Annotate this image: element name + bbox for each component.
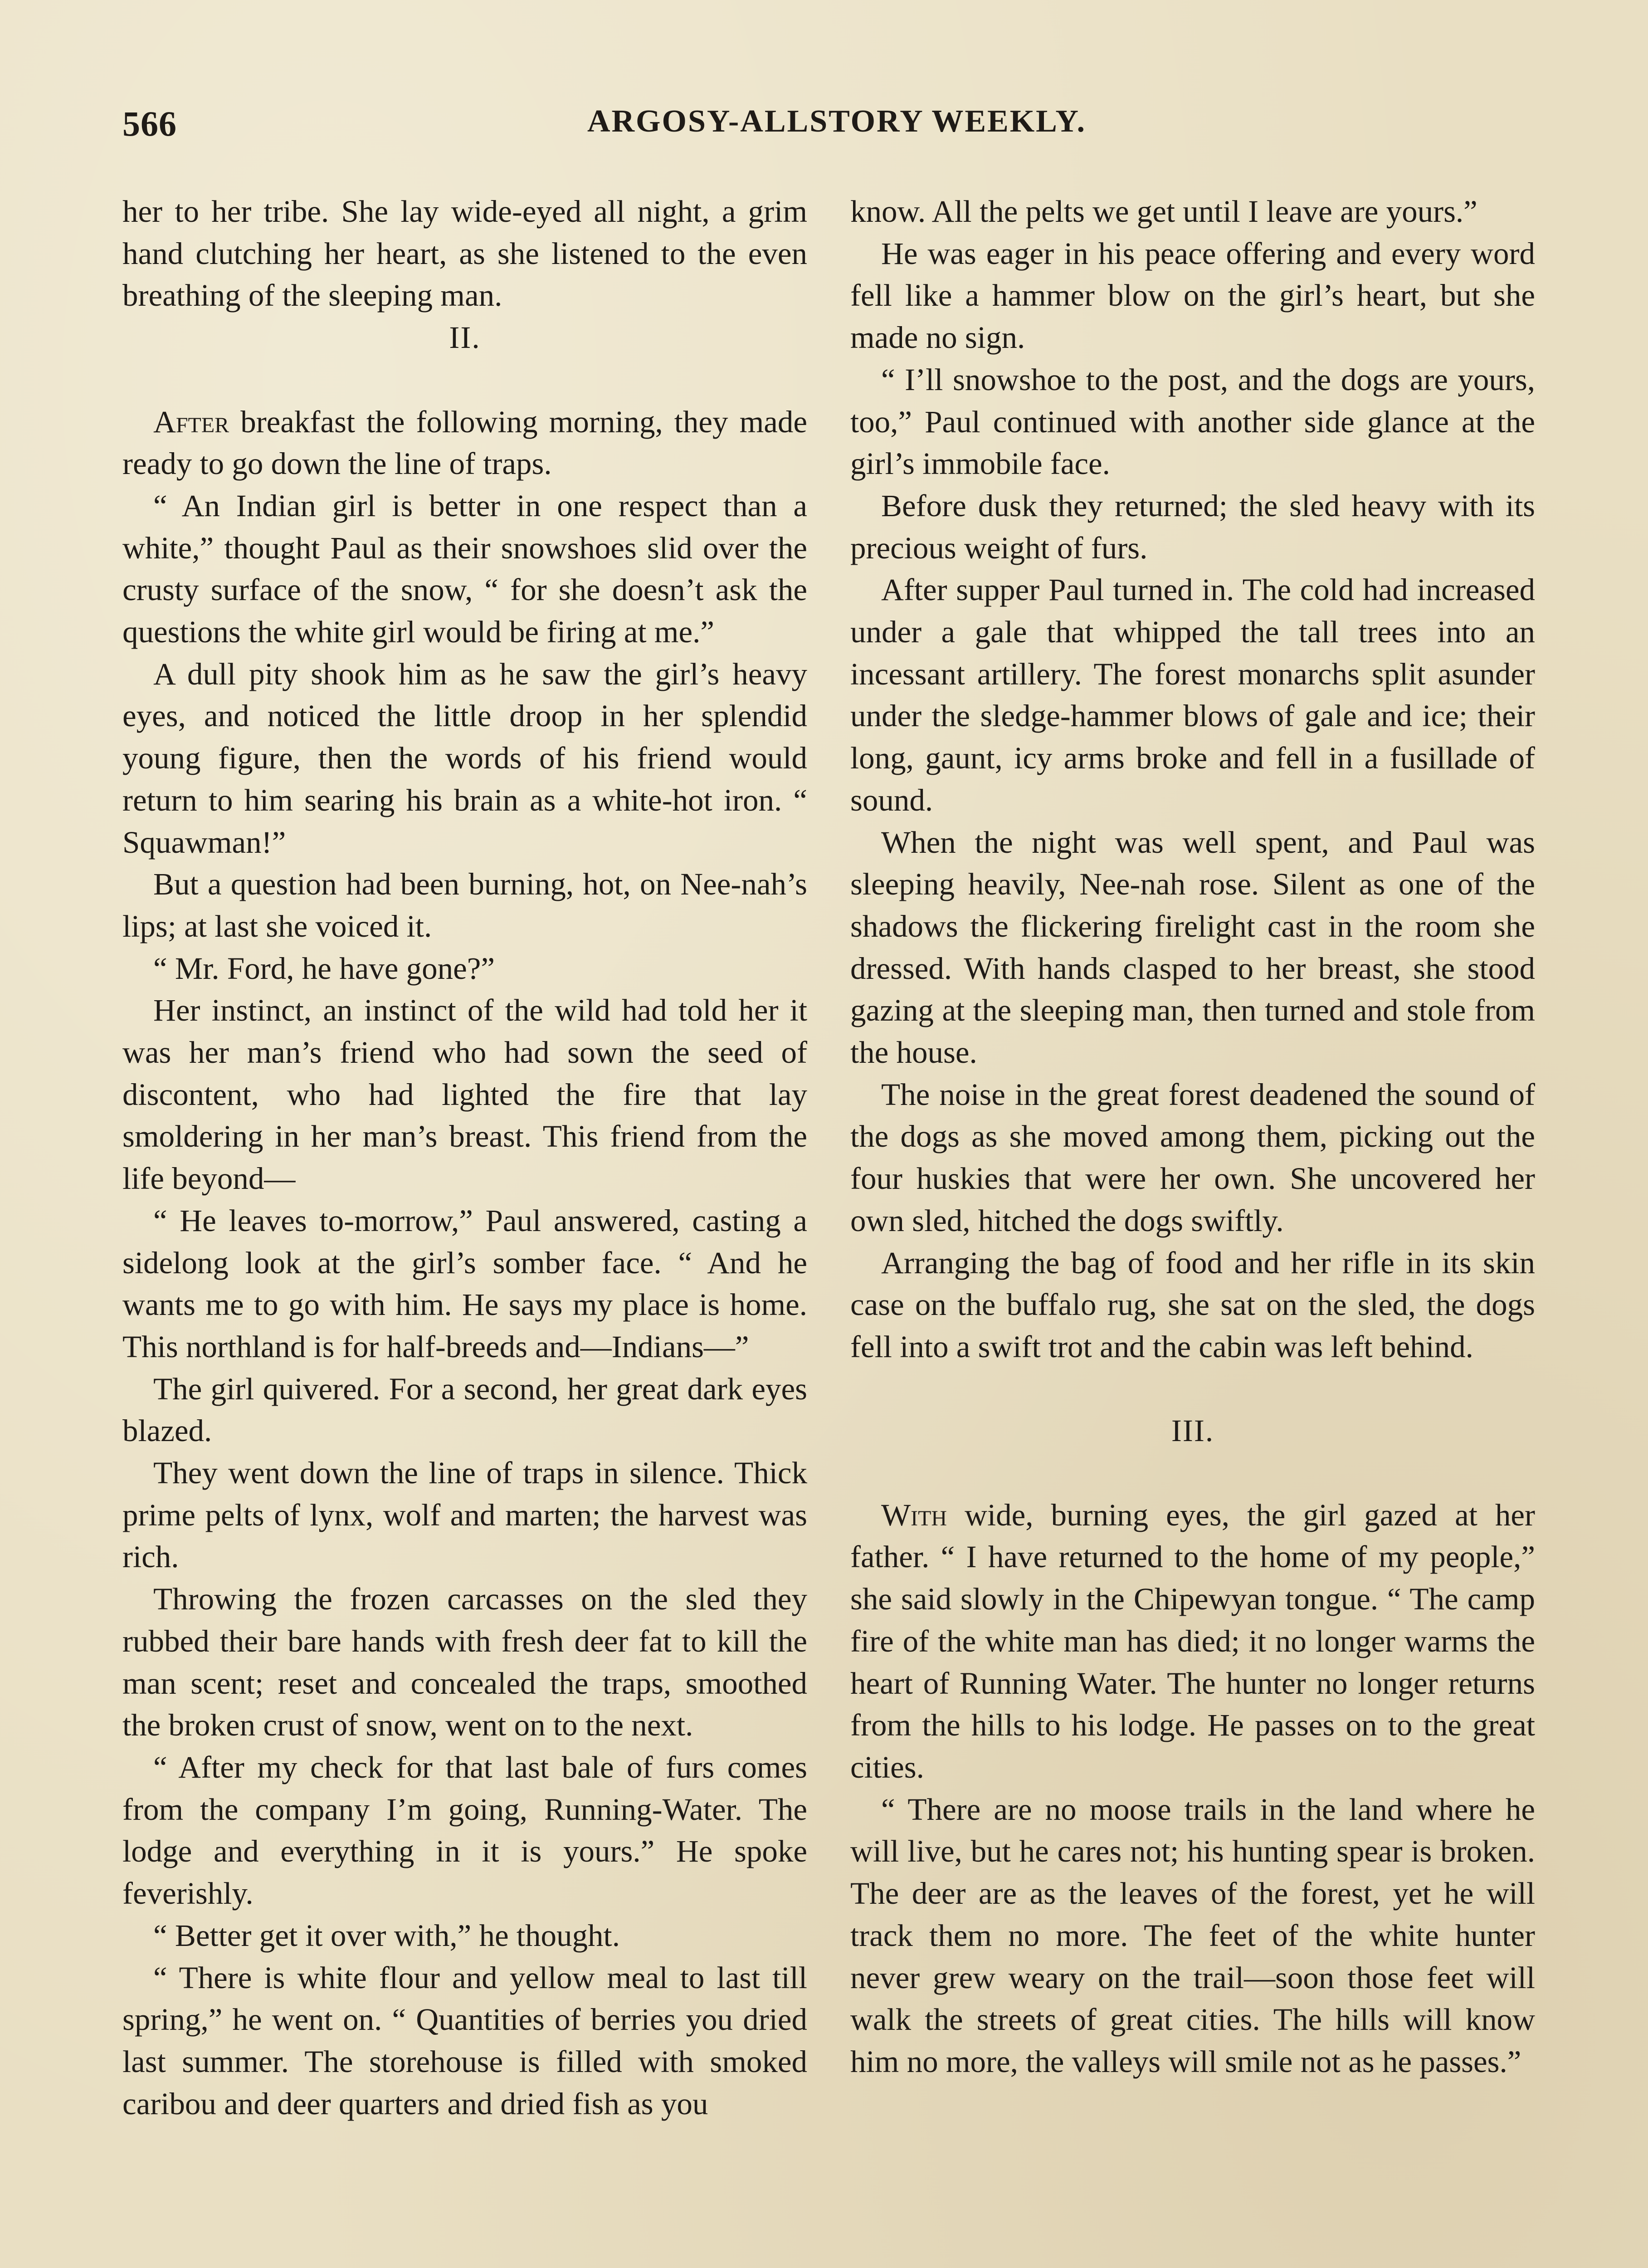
paragraph: “ There are no moose trails in the land where he will live, but he cares not; his hunting spear is broken. The deer are as the leaves of the forest, yet he will track them no more. The feet of the white hunter never grew weary on the trail—soon those feet will walk the streets of great cities. The hills will know him no more, the valleys will smile not as he passes.” [850,1792,1535,2079]
small-caps-lead: After [153,404,229,439]
paragraph-text: wide, burning eyes, the girl gazed at her father. “ I have returned to the home of my people,” she said slowly in the Chipewyan tongue. “ The camp fire of the white man has died; it no longer warms the heart of Running Water. The hunter no longer returns from the hills to his lodge. He passes on to the great cities. [850,1497,1535,1784]
running-head: ARGOSY-ALLSTORY WEEKLY. [587,104,1087,139]
small-caps-lead: With [881,1497,947,1532]
paragraph [122,401,807,485]
right-column [850,191,1535,2083]
paragraph: The noise in the great forest deadened the sound of the dogs as she moved among them, picking out the four huskies that were her own. She uncovered her own sled, hitched the dogs swiftly. [850,1077,1535,1238]
page-number: 566 [122,104,177,143]
paragraph: “ An Indian girl is better in one respect than a white,” thought Paul as their snowshoes slid over the crusty surface of the snow, “ for she doesn’t ask the questions the white girl would be firing at me.” [122,488,807,650]
paragraph: Arranging the bag of food and her rifle in its skin case on the buffalo rug, she sat on the sled, the dogs fell into a swift trot and the cabin was left behind. [850,1245,1535,1364]
left-column [122,191,807,2125]
paragraph: know. All the pelts we get until I leave are yours.” [850,194,1477,229]
paragraph: After supper Paul turned in. The cold had increased under a gale that whipped the tall trees into an incessant artillery. The forest monarchs split asunder under the sledge-hammer blows of gale and ice; their long, gaunt, icy arms broke and fell in a fusillade of sound. [850,572,1535,817]
paragraph: her to her tribe. She lay wide-eyed all night, a grim hand clutching her heart, as she listened to the even breathing of the sleeping man. [122,194,807,313]
section-heading: III. [1171,1413,1214,1448]
paragraph: Throwing the frozen carcasses on the sled they rubbed their bare hands with fresh deer fat to kill the man scent; reset and concealed the traps, smoothed the broken crust of snow, went on to the next. [122,1582,807,1743]
paragraph: Her instinct, an instinct of the wild had told her it was her man’s friend who had sown the seed of discontent, who had lighted the fire that lay smoldering in her man’s breast. This friend from the life beyond— [122,993,807,1196]
paragraph: “ There is white flour and yellow meal to last till spring,” he went on. “ Quantities of berries you dried last summer. The storehouse is filled with smoked caribou and deer quarters and dried fish as you [122,1960,807,2121]
paragraph: “ He leaves to-morrow,” Paul answered, casting a sidelong look at the girl’s somber face. “ And he wants me to go with him. He says my place is home. This northland is for half-breeds and—Indians—” [122,1203,807,1364]
paragraph: When the night was well spent, and Paul was sleeping heavily, Nee-nah rose. Silent as one of the shadows the flickering firelight cast in the room she dressed. With hands clasped to her breast, she stood gazing at the sleeping man, then turned and stole from the house. [850,825,1535,1070]
paragraph: “ After my check for that last bale of furs comes from the company I’m going, Running-Water. The lodge and everything in it is yours.” He spoke feverishly. [122,1750,807,1911]
paragraph: The girl quivered. For a second, her great dark eyes blazed. [122,1371,807,1448]
paragraph: Before dusk they returned; the sled heavy with its precious weight of furs. [850,488,1535,565]
paragraph: “ Mr. Ford, he have gone?” [153,951,495,986]
paragraph: He was eager in his peace offering and every word fell like a hammer blow on the girl’s heart, but she made no sign. [850,236,1535,355]
page-header [122,103,1551,162]
section-heading: II. [449,320,481,355]
paragraph: A dull pity shook him as he saw the girl’s heavy eyes, and noticed the little droop in her splendid young figure, then the words of his friend would return to him searing his brain as a white-hot iron. “ Squawman!” [122,656,807,860]
paragraph: They went down the line of traps in silence. Thick prime pelts of lynx, wolf and marten; the harvest was rich. [122,1456,807,1574]
paragraph [850,1494,1535,1789]
paragraph: But a question had been burning, hot, on Nee-nah’s lips; at last she voiced it. [122,867,807,943]
paragraph-text: breakfast the following morning, they made ready to go down the line of traps. [122,404,807,481]
paragraph: “ I’ll snowshoe to the post, and the dogs are yours, too,” Paul continued with another side glance at the girl’s immobile face. [850,362,1535,481]
paragraph: “ Better get it over with,” he thought. [153,1918,620,1953]
